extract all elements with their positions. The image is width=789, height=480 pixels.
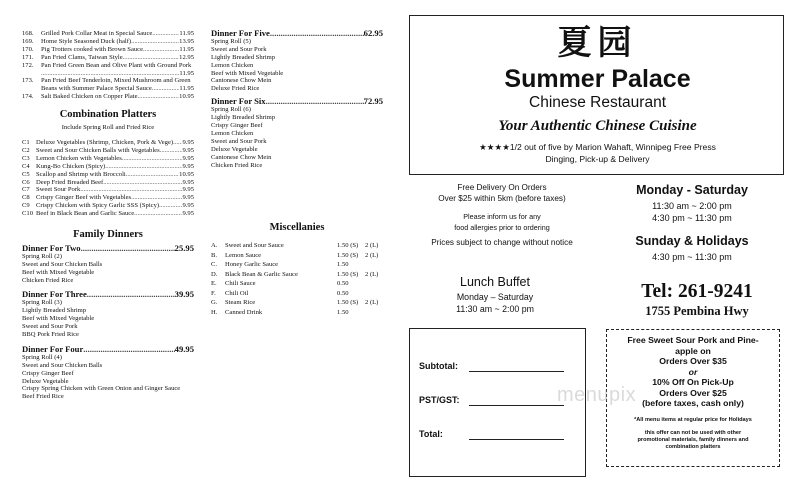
allergy-line-1: Please inform us for any [463,212,541,221]
dinner-item: Beef Fried Rice [22,393,64,401]
dinner-item: Spring Roll (6) [211,106,251,114]
item-number: 172. [22,61,34,69]
item-name: Scallop and Shrimp with Broccoli [36,170,126,178]
dinner-three-items [22,299,194,339]
total-label: Total: [419,429,443,439]
item-number: 170. [22,45,34,53]
item-name: Home Style Seasoned Duck (half) [41,37,132,45]
column-2 [211,30,383,169]
misc-row [211,289,383,299]
combination-row [22,163,194,171]
misc-price-large: 2 (L) [365,299,379,306]
misc-code: C. [211,261,218,268]
dinner-item: Beef with Mixed Vegetable [211,69,284,77]
dinner-item: Deluxe Vegetable [211,145,258,153]
leader-dots [126,171,179,179]
leader-dots [123,54,180,62]
combination-row [22,210,194,218]
item-price: 11.95 [179,45,194,53]
misc-price-large: 2 (L) [365,270,379,278]
dinner-two-title: Dinner For Two [22,242,81,253]
item-price: 10.95 [179,93,194,101]
item-number: C7 [22,186,30,194]
misc-price-small: 1.50 (S) [337,251,359,259]
dinner-item: Spring Roll (5) [211,37,251,45]
combination-row [22,147,194,155]
item-number [22,85,41,93]
promo-line-5: Orders Over $25 [659,387,727,398]
item-price: 9.95 [182,138,194,146]
misc-name: Honey Garlic Sauce [225,261,279,268]
misc-row [211,308,383,318]
item-name: Deluxe Vegetables (Shrimp, Chicken, Pork & Vege) [36,138,174,146]
dinner-five-price: 62.95 [363,28,383,38]
dinner-item: Lightly Breaded Shrimp [211,53,276,61]
prices-note: Prices subject to change without notice [431,238,573,247]
promo-line-2: apple on [675,345,711,356]
misc-price-small: 1.50 (S) [337,299,359,306]
item-price: 9.95 [182,210,194,218]
combination-title: Combination Platters [59,109,157,121]
column-1 [22,30,194,401]
misc-name: Chili Sauce [225,280,256,287]
leader-dots [131,194,182,202]
combination-row [22,179,194,187]
item-number: 169. [22,37,34,45]
dinner-two-price: 25.95 [174,242,194,253]
item-name: Pan Fried Green Bean and Olive Plant with Ground Pork [41,61,192,69]
lunch-title: Lunch Buffet [460,275,530,289]
misc-name: Lemon Sauce [225,251,262,259]
dinner-four-price: 49.95 [174,343,194,354]
dish-row [22,77,194,85]
misc-code: E. [211,280,217,287]
dinner-item: Deluxe Vegetable [22,377,69,385]
dish-row [22,70,194,78]
leader-dots [122,155,183,163]
leader-dots [152,85,180,93]
combination-subtitle: Include Spring Roll and Fried Rice [61,124,155,132]
item-price: 9.95 [182,146,194,154]
dinner-six-price: 72.95 [363,96,383,107]
misc-price-small: 0.50 [337,289,349,297]
lunch-days: Monday – Saturday [456,292,534,302]
dinner-item: Sweet and Sour Chicken Balls [22,361,103,369]
promo-or: or [688,366,698,377]
watermark: menupix [557,384,637,406]
dinner-five-title: Dinner For Five [211,28,270,38]
dish-row [22,38,194,46]
combination-row [22,202,194,210]
promo-note-1: *All menu items at regular price for Holidays [634,416,752,423]
phone: Tel: 261-9241 [641,281,753,302]
misc-row [211,279,383,289]
leader-dots [138,93,180,101]
dish-row [22,93,194,101]
dinner-item: Chicken Fried Rice [211,161,263,169]
misc-code: B. [211,251,218,259]
misc-price-small: 1.50 [337,261,349,268]
item-price: 9.95 [182,154,194,162]
promo-line-6: (before taxes, cash only) [642,398,744,408]
dinner-item: Sweet and Sour Pork [22,323,78,331]
dinner-item: Crispy Spring Chicken with Green Onion and Ginger Sauce [22,385,181,393]
dinner-three-title: Dinner For Three [22,289,87,300]
dinner-item: BBQ Pork Fried Rice [22,331,79,338]
restaurant-subtitle: Chinese Restaurant [529,94,666,111]
item-name: Kung-Bo Chicken (Spicy) [36,162,106,170]
misc-row [211,270,383,280]
dinner-six-header [211,98,383,106]
misc-name: Sweet and Sour Sauce [225,242,284,249]
dinner-item: Chicken Fried Rice [22,276,74,284]
misc-price-small: 1.50 [337,308,349,316]
dish-row [22,54,194,62]
item-name: Pan Fried Beef Tenderloin, Mixed Mushroom and Green [41,77,191,85]
leader-dots [159,202,182,210]
dinner-item: Cantonese Chow Mein [211,153,272,161]
item-number: C6 [22,178,30,186]
item-number: 171. [22,53,34,61]
combination-row [22,186,194,194]
item-number: C1 [22,138,30,146]
promo-note-3: promotional materials, family dinners and [637,436,749,443]
dinner-item: Cantonese Chow Mein [211,77,272,85]
dinner-item: Lemon Chicken [211,61,254,69]
total-field[interactable] [469,439,564,440]
leader-dots [105,163,182,171]
rating: ★★★★1/2 out of five by Marion Wahaft, Winnipeg Free Press [479,142,716,152]
dish-list [22,30,194,101]
item-number [22,70,41,78]
dish-row [22,46,194,54]
misc-list [211,241,383,317]
dinner-three-header [22,291,194,299]
item-number: C10 [22,210,33,218]
misc-price-small: 0.50 [337,280,349,287]
combination-row [22,139,194,147]
item-name: Salt Baked Chicken on Copper Plate [41,93,138,101]
misc-name: Canned Drink [225,308,263,316]
dinner-item: Crispy Ginger Beef [22,369,74,377]
item-price: 10.95 [179,170,194,178]
misc-code: H. [211,308,218,316]
combination-list [22,139,194,218]
misc-title: Miscellanies [269,222,325,233]
dinner-item: Lemon Chicken [211,129,254,137]
chinese-logo: 夏园 [557,23,638,63]
leader-dots [103,179,182,187]
item-number: C3 [22,154,30,162]
misc-row [211,298,383,308]
item-number: 173. [22,77,34,85]
leader-dots [143,46,179,54]
dinner-six-items [211,106,383,169]
dinner-four-title: Dinner For Four [22,343,84,354]
dinner-two-header [22,242,194,253]
lunch-buffet [410,275,580,315]
misc-price-small: 1.50 (S) [337,270,359,278]
dish-row [22,85,194,93]
item-price: 11.95 [179,30,194,37]
dish-row [22,62,194,70]
dinner-item: Lightly Breaded Shrimp [22,307,87,315]
item-price: 9.95 [182,202,194,210]
logo-box [409,15,784,175]
item-name: Lemon Chicken with Vegetables [36,154,122,162]
delivery-line-2: Over $25 within 5km (before taxes) [438,193,566,203]
dinner-item: Crispy Ginger Beef [211,121,263,129]
item-number: C8 [22,194,30,202]
misc-price-large: 2 (L) [365,251,379,259]
tagline: Your Authentic Chinese Cuisine [498,118,697,134]
dinner-item: Deluxe Fried Rice [211,85,260,93]
item-name: Beef in Black Bean and Garlic Sauce [36,210,135,218]
lunch-time: 11:30 am ~ 2:00 pm [456,304,534,314]
item-name: Deep Fried Breaded Beef [36,178,104,186]
item-name: Sweet Sour Pork [36,186,81,194]
item-price: 9.95 [182,178,194,186]
leader-dots [80,186,182,194]
combination-row [22,155,194,163]
dinner-five-items [211,38,383,93]
promo-note-2: this offer can not be used with other [644,429,742,436]
dinner-four-header [22,343,194,354]
dinner-three-price: 39.95 [174,289,194,300]
misc-code: D. [211,270,218,278]
misc-code: A. [211,242,218,249]
dinner-item: Sweet and Sour Chicken Balls [22,260,103,268]
weekday-hours-1: 11:30 am ~ 2:00 pm [652,201,732,211]
misc-name: Steam Rice [225,299,256,306]
misc-row [211,260,383,270]
hours [606,182,778,263]
dinner-item: Lightly Breaded Shrimp [211,114,276,122]
misc-name: Black Bean & Garlic Sauce [225,270,298,278]
combination-row [22,171,194,179]
delivery-line-1: Free Delivery On Orders [457,183,547,192]
item-name: Crispy Chicken with Spicy Garlic SSS (Spicy) [36,202,160,210]
delivery-info [402,183,602,249]
item-name: Pan Fried Clams, Taiwan Style [41,53,123,61]
item-number: C5 [22,170,30,178]
dish-row [22,30,194,38]
leader-dots [131,38,179,46]
combination-row [22,194,194,202]
address: 1755 Pembina Hwy [645,304,749,318]
dinner-item: Spring Roll (4) [22,353,62,361]
item-price: 9.95 [182,186,194,194]
item-number: C9 [22,202,30,210]
misc-code: F. [211,289,216,297]
item-price: 9.95 [182,194,194,202]
subtotal-label: Subtotal: [419,361,458,371]
promo-line-3: Orders Over $35 [659,356,727,366]
sunday-title: Sunday & Holidays [635,234,749,248]
item-name: Sweet and Sour Chicken Balls with Vegetables [36,146,160,154]
leader-dots [160,147,183,155]
leader-dots [41,70,179,78]
item-price: 12.95 [179,53,194,61]
dinner-item: Sweet and Sour Pork [211,137,267,145]
item-price: 13.95 [179,37,194,45]
dinner-four-items [22,354,194,401]
allergy-line-2: food allergies prior to ordering [454,222,550,232]
weekday-title: Monday - Saturday [636,183,748,197]
item-number: 174. [22,93,34,101]
dinner-six-title: Dinner For Six [211,96,266,107]
restaurant-name: Summer Palace [504,65,691,93]
dinner-two-items [22,253,194,285]
misc-price-small: 1.50 (S) [337,242,359,249]
promo-line-4: 10% Off On Pick-Up [652,377,734,387]
family-title: Family Dinners [73,229,143,241]
weekday-hours-2: 4:30 pm ~ 11:30 pm [652,213,732,223]
misc-name: Chili Oil [225,289,249,297]
dinner-item: Beef with Mixed Vegetable [22,315,95,323]
item-name: Grilled Pork Collar Meat in Special Sauce [41,30,153,37]
item-price: 11.95 [179,85,194,93]
misc-price-large: 2 (L) [365,242,379,249]
dinner-item: Spring Roll (2) [22,252,62,260]
item-number: C4 [22,162,30,170]
subtotal-field[interactable] [469,371,564,372]
item-price: 9.95 [182,162,194,170]
item-number: 168. [22,30,34,37]
tax-field[interactable] [469,405,564,406]
item-price: 11.95 [179,69,194,77]
leader-dots [152,30,179,38]
dinner-item: Sweet and Sour Pork [211,45,267,53]
item-name: Beans with Summer Palace Special Sauce [41,85,152,93]
misc-row [211,241,383,251]
item-number: C2 [22,146,30,154]
item-name: Pig Trotters cooked with Brown Sauce [41,45,144,53]
sunday-hours: 4:30 pm ~ 11:30 pm [652,252,732,262]
misc-row [211,251,383,261]
promo-line-1: Free Sweet Sour Pork and Pine- [627,335,759,345]
dinner-item: Beef with Mixed Vegetable [22,268,95,276]
promo-note-4: combination platters [665,443,721,450]
leader-dots [173,139,182,147]
services: Dinging, Pick-up & Delivery [545,154,650,164]
dinner-five-header [211,30,383,38]
misc-code: G. [211,299,218,306]
item-name: Crispy Ginger Beef with Vegetables [36,194,132,202]
tax-label: PST/GST: [419,395,460,405]
dinner-item: Spring Roll (3) [22,299,62,307]
leader-dots [134,210,182,218]
